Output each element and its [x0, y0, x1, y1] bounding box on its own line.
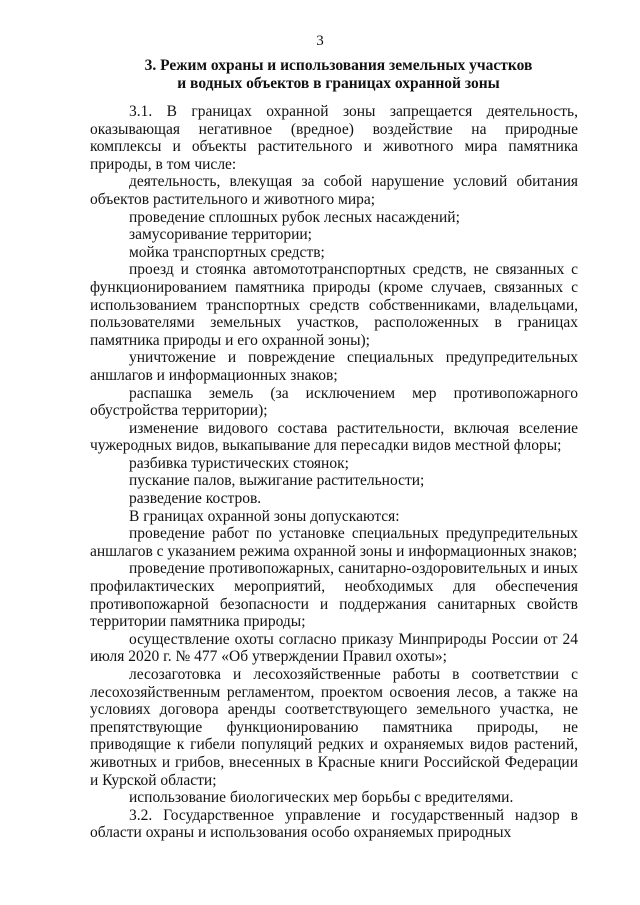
section-heading: [90, 57, 587, 92]
page-number: 3: [316, 33, 324, 49]
list-item: использование биологических мер борьбы с вредителями.: [129, 789, 514, 807]
document-body: [90, 103, 578, 842]
list-item: распашка земель (за исключением мер противопожарного обустройства территории);: [90, 384, 578, 420]
list-item: замусоривание территории;: [129, 226, 312, 244]
list-item: проведение сплошных рубок лесных насаждений;: [129, 208, 460, 226]
section-heading-line-2: и водных объектов в границах охранной зоны: [177, 74, 500, 92]
section-heading-line-1: 3. Режим охраны и использования земельных участков: [144, 57, 533, 74]
paragraph-3-2: 3.2. Государственное управление и государственный надзор в области охраны и использования особо охраняемых природных: [90, 806, 578, 842]
list-item: разведение костров.: [129, 490, 262, 508]
list-item: проведение противопожарных, санитарно-оздоровительных и иных профилактических мероприятий, необходимых для обеспечения противопожарной безопасности и поддержания санитарных свойств территории памятника природы;: [90, 560, 578, 631]
list-item: мойка транспортных средств;: [129, 243, 325, 261]
list-item: проведение работ по установке специальных предупредительных аншлагов с указанием режима охранной зоны и информационных знаков;: [90, 525, 578, 560]
list-item: лесозаготовка и лесохозяйственные работы в соответствии с лесохозяйственным регламентом, проектом освоения лесов, а также на условиях договора аренды соответствующего земельного участка, не препятствующие функционированию памятника природы, не приводящие к гибели популяций редких и охраняемых видов растений, животных и грибов, внесенных в Красные книги Российской Федерации и Курской области;: [90, 666, 578, 789]
list-item: деятельность, влекущая за собой нарушение условий обитания объектов растительного и животного мира;: [90, 173, 578, 208]
list-item: разбивка туристических стоянок;: [129, 454, 349, 472]
list-item: проезд и стоянка автомототранспортных средств, не связанных с функционированием памятника природы (кроме случаев, связанных с использованием транспортных средств собственниками, владельцами, пользователями земельных участков, расположенных в границах памятника природы и его охранной зоны);: [90, 261, 578, 349]
list-item: изменение видового состава растительности, включая вселение чужеродных видов, выкапывание для пересадки видов местной флоры;: [90, 419, 578, 455]
list-item: осуществление охоты согласно приказу Минприроды России от 24 июля 2020 г. № 477 «Об утверждении Правил охоты»;: [90, 630, 578, 666]
paragraph-3-1: 3.1. В границах охранной зоны запрещается деятельность, оказывающая негативное (вредное) воздействие на природные комплексы и объекты растительного и животного мира памятника природы, в том числе:: [90, 103, 578, 173]
list-item: уничтожение и повреждение специальных предупредительных аншлагов и информационных знаков;: [90, 349, 578, 384]
list-item: пускание палов, выжигание растительности;: [129, 472, 425, 490]
allowed-activities-intro: В границах охранной зоны допускаются:: [129, 507, 400, 525]
